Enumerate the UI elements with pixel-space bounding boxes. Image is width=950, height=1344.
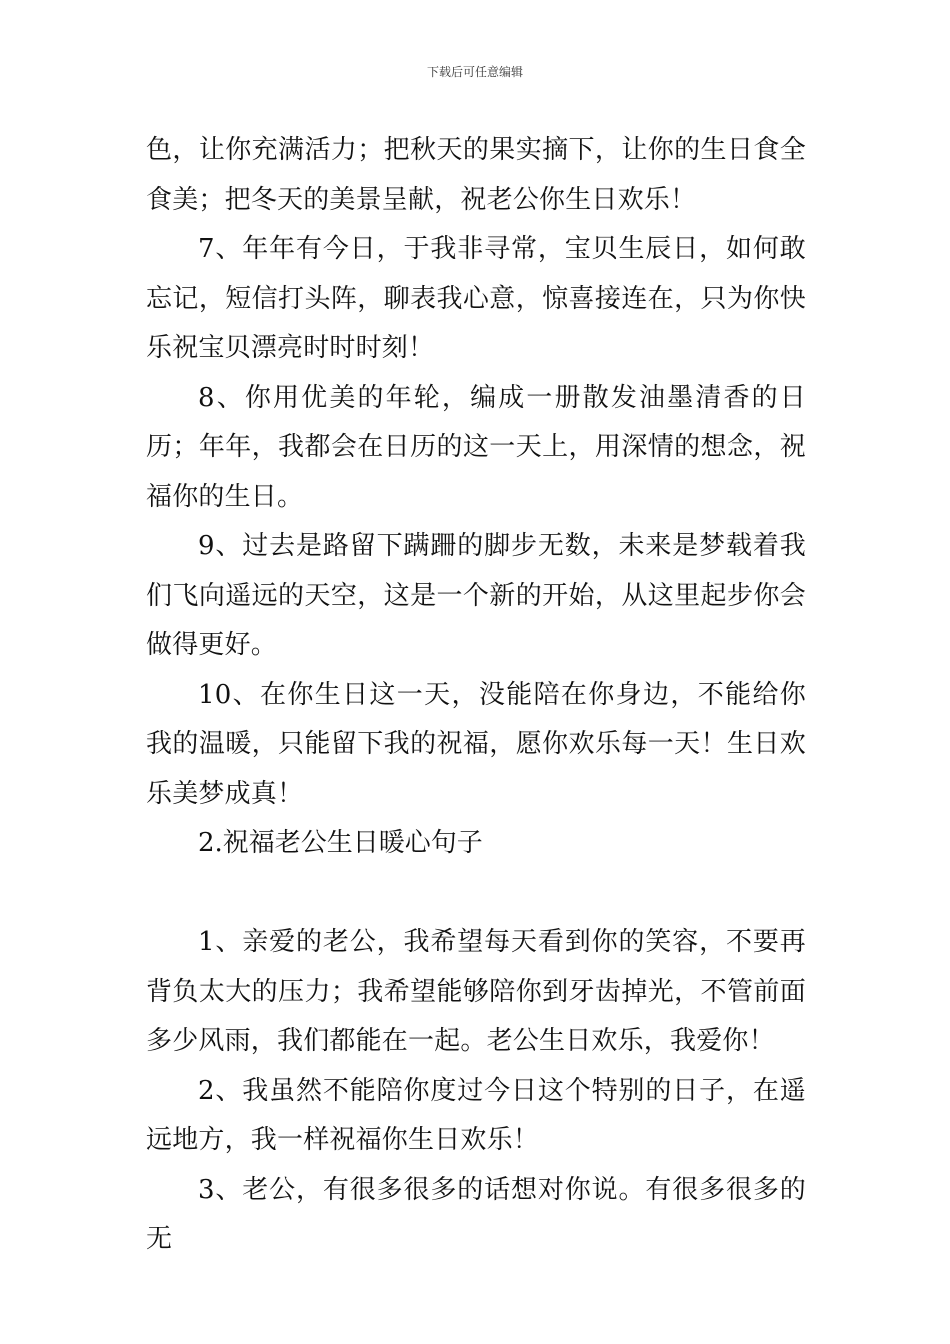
document-body — [146, 126, 806, 1265]
section-paragraph-3: 3、老公，有很多很多的话想对你说。有很多很多的无 — [146, 1174, 806, 1254]
page-header: 下载后可任意编辑 — [426, 65, 523, 79]
paragraph-item-7: 7、年年有今日，于我非寻常，宝贝生辰日，如何敢忘记，短信打头阵，聊表我心意，惊喜接连在，只为你快乐祝宝贝漂亮时时时刻！ — [146, 234, 806, 363]
paragraph-item-8: 8、你用优美的年轮，编成一册散发油墨清香的日历；年年，我都会在日历的这一天上，用深情的想念，祝福你的生日。 — [146, 382, 806, 512]
blank-line — [146, 869, 806, 919]
paragraph-item-9: 9、过去是路留下蹒跚的脚步无数，未来是梦载着我们飞向遥远的天空，这是一个新的开始，从这里起步你会做得更好。 — [146, 531, 806, 660]
paragraph-item-10: 10、在你生日这一天，没能陪在你身边，不能给你我的温暖，只能留下我的祝福，愿你欢乐每一天！生日欢乐美梦成真！ — [146, 679, 806, 809]
section-paragraph-1: 1、亲爱的老公，我希望每天看到你的笑容，不要再背负太大的压力；我希望能够陪你到牙齿掉光，不管前面多少风雨，我们都能在一起。老公生日欢乐，我爱你！ — [146, 927, 806, 1056]
section-heading: 2.祝福老公生日暖心句子 — [198, 828, 483, 858]
paragraph-continuation: 色，让你充满活力；把秋天的果实摘下，让你的生日食全食美；把冬天的美景呈献，祝老公你生日欢乐！ — [146, 135, 806, 215]
section-paragraph-2: 2、我虽然不能陪你度过今日这个特别的日子，在遥远地方，我一样祝福你生日欢乐！ — [146, 1075, 806, 1155]
